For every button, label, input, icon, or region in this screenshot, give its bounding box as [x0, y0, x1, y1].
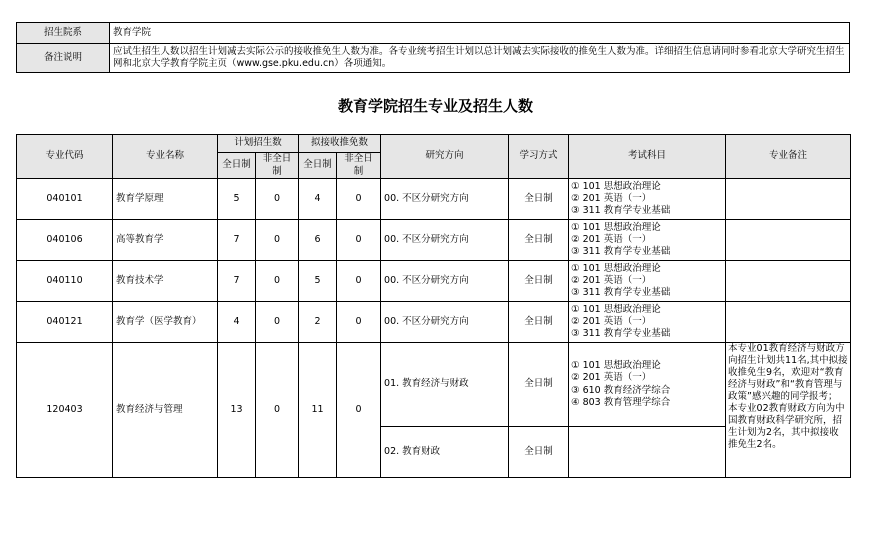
plan-fulltime: 4: [218, 302, 256, 343]
study-mode: 全日制: [509, 343, 569, 427]
rec-fulltime: 5: [299, 261, 337, 302]
study-mode: 全日制: [509, 220, 569, 261]
major-code: 040106: [17, 220, 113, 261]
rec-parttime: 0: [337, 179, 381, 220]
header-direction: 研究方向: [381, 135, 509, 179]
plan-parttime: 0: [256, 343, 299, 478]
remark-paragraph: 本专业01教育经济与财政方向招生计划共11名,其中拟接收推免生9名，欢迎对“教育经济与财政”和“教育管理与政策”感兴趣的同学报考；: [728, 343, 848, 402]
remark-paragraph: 本专业02教育财政方向为中国教育财政科学研究所，招生计划为2名，其中拟接收推免生2名。: [728, 403, 845, 450]
rec-fulltime: 11: [299, 343, 337, 478]
major-name: 教育学原理: [113, 179, 218, 220]
exam-subject: ② 201 英语（一）: [571, 192, 652, 204]
rec-fulltime: 2: [299, 302, 337, 343]
header-rec-parttime: 非全日制: [337, 153, 381, 179]
header-name: 专业名称: [113, 135, 218, 179]
exam-subject: ③ 610 教育经济学综合: [571, 384, 671, 396]
table-row: [17, 343, 851, 427]
header-plan: 计划招生数: [218, 135, 299, 153]
header-mode: 学习方式: [509, 135, 569, 179]
exam-subject: ① 101 思想政治理论: [571, 359, 661, 371]
table-row: [17, 261, 851, 302]
table-row: [17, 302, 851, 343]
plan-parttime: 0: [256, 302, 299, 343]
research-direction: 01. 教育经济与财政: [381, 343, 509, 427]
plan-fulltime: 5: [218, 179, 256, 220]
exam-subject: ② 201 英语（一）: [571, 372, 652, 384]
major-code: 120403: [17, 343, 113, 478]
exam-subjects: [569, 343, 726, 427]
major-code: 040121: [17, 302, 113, 343]
school-label: 招生院系: [17, 23, 110, 44]
exam-subject: ② 201 英语（一）: [571, 233, 652, 245]
study-mode: 全日制: [509, 302, 569, 343]
table-row: [17, 179, 851, 220]
rec-fulltime: 4: [299, 179, 337, 220]
research-direction: 00. 不区分研究方向: [381, 220, 509, 261]
majors-table: [16, 134, 851, 478]
study-mode: 全日制: [509, 179, 569, 220]
major-remark: [726, 179, 851, 220]
major-name: 教育经济与管理: [113, 343, 218, 478]
plan-fulltime: 7: [218, 261, 256, 302]
major-name: 教育技术学: [113, 261, 218, 302]
major-name: 教育学（医学教育）: [113, 302, 218, 343]
major-remark: [726, 343, 851, 478]
exam-subject: ③ 311 教育学专业基础: [571, 205, 671, 217]
exam-subject: ② 201 英语（一）: [571, 274, 652, 286]
rec-parttime: 0: [337, 302, 381, 343]
exam-subjects: [569, 261, 726, 302]
research-direction: 00. 不区分研究方向: [381, 302, 509, 343]
header-recommend: 拟接收推免数: [299, 135, 381, 153]
header-code: 专业代码: [17, 135, 113, 179]
exam-subject: ③ 311 教育学专业基础: [571, 246, 671, 258]
exam-subject: ① 101 思想政治理论: [571, 303, 661, 315]
research-direction: 00. 不区分研究方向: [381, 261, 509, 302]
header-exam: 考试科目: [569, 135, 726, 179]
plan-fulltime: 7: [218, 220, 256, 261]
study-mode: 全日制: [509, 261, 569, 302]
page-title: 教育学院招生专业及招生人数: [337, 97, 533, 115]
table-row: [17, 220, 851, 261]
exam-subjects: [569, 427, 726, 478]
exam-subject: ① 101 思想政治理论: [571, 180, 661, 192]
rec-parttime: 0: [337, 343, 381, 478]
header-plan-fulltime: 全日制: [218, 153, 256, 179]
header-plan-parttime: 非全日制: [256, 153, 299, 179]
exam-subject: ① 101 思想政治理论: [571, 221, 661, 233]
exam-subject: ② 201 英语（一）: [571, 315, 652, 327]
header-remark: 专业备注: [726, 135, 851, 179]
major-remark: [726, 302, 851, 343]
major-remark: [726, 220, 851, 261]
plan-parttime: 0: [256, 261, 299, 302]
note-value: 应试生招生人数以招生计划减去实际公示的接收推免生人数为准。各专业统考招生计划以总计划减去实际接收的推免生人数为准。详细招生信息请同时参看北京大学研究生招生网和北京大学教育学院主页（www.gse.pku.edu.cn）各项通知。: [110, 44, 850, 73]
school-value: 教育学院: [110, 23, 850, 44]
study-mode: 全日制: [509, 427, 569, 478]
major-code: 040110: [17, 261, 113, 302]
exam-subjects: [569, 220, 726, 261]
major-name: 高等教育学: [113, 220, 218, 261]
header-rec-fulltime: 全日制: [299, 153, 337, 179]
rec-fulltime: 6: [299, 220, 337, 261]
rec-parttime: 0: [337, 261, 381, 302]
research-direction: 00. 不区分研究方向: [381, 179, 509, 220]
rec-parttime: 0: [337, 220, 381, 261]
research-direction: 02. 教育财政: [381, 427, 509, 478]
plan-parttime: 0: [256, 179, 299, 220]
plan-fulltime: 13: [218, 343, 256, 478]
exam-subject: ③ 311 教育学专业基础: [571, 328, 671, 340]
info-table: [16, 22, 850, 73]
major-code: 040101: [17, 179, 113, 220]
exam-subjects: [569, 302, 726, 343]
exam-subject: ④ 803 教育管理学综合: [571, 396, 671, 408]
plan-parttime: 0: [256, 220, 299, 261]
exam-subject: ① 101 思想政治理论: [571, 262, 661, 274]
major-remark: [726, 261, 851, 302]
exam-subject: ③ 311 教育学专业基础: [571, 287, 671, 299]
exam-subjects: [569, 179, 726, 220]
note-label: 备注说明: [17, 44, 110, 73]
